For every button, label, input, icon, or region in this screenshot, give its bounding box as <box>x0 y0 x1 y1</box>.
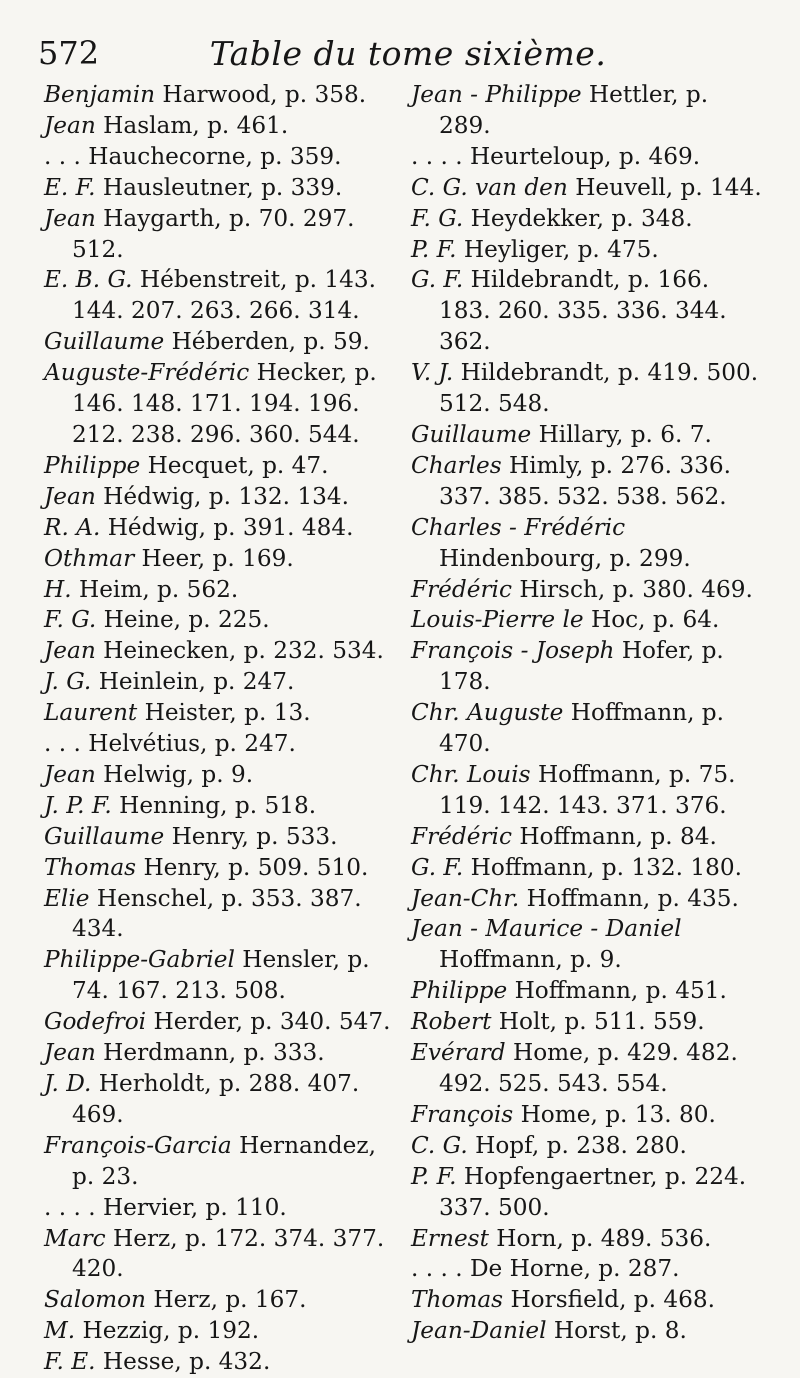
index-entry <box>411 358 763 420</box>
index-entry <box>44 142 394 173</box>
surname-and-pages: Héberden, p. 59. <box>171 328 370 356</box>
surname-and-pages: . . . Hauchecorne, p. 359. <box>44 142 342 170</box>
surname-and-pages: Horn, p. 489. 536. <box>496 1224 712 1252</box>
given-name: Benjamin <box>44 81 156 108</box>
right-index-column <box>411 80 763 1347</box>
index-entry <box>44 482 394 513</box>
surname-and-pages: Hecquet, p. 47. <box>147 451 329 479</box>
given-name: François <box>411 1100 514 1128</box>
surname-and-pages: Hoc, p. 64. <box>590 606 720 634</box>
surname-and-pages: Hensler, p. 74. 167. 213. 508. <box>72 946 370 1005</box>
given-name: Charles <box>411 451 502 479</box>
surname-and-pages: Herz, p. 172. 374. 377. 420. <box>72 1224 385 1283</box>
surname-and-pages: Hesse, p. 432. <box>102 1348 271 1376</box>
given-name: Jean-Daniel <box>411 1317 547 1345</box>
given-name: J. P. F. <box>44 791 112 819</box>
index-entry <box>44 760 394 791</box>
surname-and-pages: Hettler, p. 289. <box>439 81 709 139</box>
index-entry <box>411 760 763 822</box>
index-entry <box>44 1224 394 1286</box>
given-name: Frédéric <box>411 822 512 850</box>
given-name: F. G. <box>411 204 464 232</box>
surname-and-pages: Home, p. 429. 482. 492. 525. 543. 554. <box>439 1039 738 1097</box>
given-name: F. E. <box>44 1348 96 1376</box>
given-name: Frédéric <box>411 575 512 603</box>
given-name: G. F. <box>411 266 464 294</box>
surname-and-pages: Haygarth, p. 70. 297. 512. <box>72 204 355 263</box>
surname-and-pages: Horst, p. 8. <box>553 1317 687 1345</box>
given-name: Othmar <box>44 544 135 572</box>
given-name: P. F. <box>411 235 457 263</box>
index-entry <box>411 853 763 884</box>
index-entry <box>44 1347 394 1378</box>
index-entry <box>411 605 763 636</box>
given-name: Jean - Maurice - Daniel <box>411 915 682 943</box>
index-entry <box>411 1224 763 1255</box>
given-name: Guillaume <box>411 420 532 448</box>
index-entry <box>411 235 763 266</box>
given-name: Thomas <box>44 853 137 881</box>
index-entry <box>44 451 394 482</box>
given-name: H. <box>44 575 72 603</box>
given-name: P. F. <box>411 1162 457 1190</box>
surname-and-pages: . . . . De Horne, p. 287. <box>411 1255 680 1283</box>
surname-and-pages: Hoffmann, p. 451. <box>514 977 727 1005</box>
index-entry <box>44 80 394 111</box>
surname-and-pages: Henning, p. 518. <box>119 791 317 819</box>
index-entry <box>411 1100 763 1131</box>
given-name: Jean <box>44 637 96 665</box>
given-name: Evérard <box>411 1039 506 1067</box>
index-entry <box>411 884 763 915</box>
given-name: Jean <box>44 111 96 139</box>
surname-and-pages: Hernandez, p. 23. <box>72 1131 376 1190</box>
given-name: Philippe-Gabriel <box>44 946 235 974</box>
surname-and-pages: Heyliger, p. 475. <box>463 235 659 263</box>
given-name: Laurent <box>44 699 138 727</box>
surname-and-pages: Hopf, p. 238. 280. <box>475 1131 687 1159</box>
running-title: Table du tome sixième. <box>209 34 607 73</box>
index-entry <box>411 822 763 853</box>
index-entry <box>411 265 763 358</box>
given-name: E. B. G. <box>44 266 133 294</box>
surname-and-pages: Hoffmann, p. 9. <box>439 946 622 974</box>
surname-and-pages: Hédwig, p. 132. 134. <box>103 482 350 510</box>
surname-and-pages: . . . . Heurteloup, p. 469. <box>411 142 701 170</box>
given-name: Jean <box>44 204 96 232</box>
given-name: R. A. <box>44 513 101 541</box>
index-entry <box>411 80 763 142</box>
given-name: Guillaume <box>44 822 165 850</box>
given-name: Jean <box>44 1039 96 1067</box>
index-entry <box>411 575 763 606</box>
index-entry <box>411 173 763 204</box>
surname-and-pages: Hindenbourg, p. 299. <box>439 544 691 572</box>
given-name: J. G. <box>44 668 92 696</box>
given-name: Jean - Philippe <box>411 81 582 108</box>
index-entry <box>44 1316 394 1347</box>
index-entry <box>44 945 394 1007</box>
surname-and-pages: Hoffmann, p. 132. 180. <box>470 853 742 881</box>
surname-and-pages: Haslam, p. 461. <box>103 111 289 139</box>
given-name: Thomas <box>411 1286 504 1314</box>
given-name: Robert <box>411 1008 492 1036</box>
index-entry <box>44 853 394 884</box>
given-name: Marc <box>44 1224 106 1252</box>
surname-and-pages: Heister, p. 13. <box>144 699 311 727</box>
given-name: Salomon <box>44 1286 146 1314</box>
index-entry <box>44 636 394 667</box>
index-entry <box>411 1131 763 1162</box>
surname-and-pages: Heer, p. 169. <box>141 544 294 572</box>
given-name: M. <box>44 1317 76 1345</box>
index-entry <box>411 204 763 235</box>
index-entry <box>411 451 763 513</box>
surname-and-pages: . . . . Hervier, p. 110. <box>44 1193 287 1221</box>
given-name: F. G. <box>44 606 97 634</box>
index-entry <box>44 822 394 853</box>
given-name: Guillaume <box>44 328 165 356</box>
index-entry <box>411 1316 763 1347</box>
left-index-column <box>44 80 394 1378</box>
index-entry <box>411 976 763 1007</box>
given-name: Godefroi <box>44 1008 147 1036</box>
index-entry <box>411 1162 763 1224</box>
given-name: Chr. Auguste <box>411 699 564 727</box>
index-entry <box>44 513 394 544</box>
index-entry <box>44 265 394 327</box>
surname-and-pages: Hébenstreit, p. 143. 144. 207. 263. 266. 314. <box>72 266 377 325</box>
surname-and-pages: Henschel, p. 353. 387. 434. <box>72 884 362 943</box>
surname-and-pages: Heinlein, p. 247. <box>98 668 295 696</box>
surname-and-pages: Holt, p. 511. 559. <box>498 1008 705 1036</box>
given-name: Jean <box>44 482 96 510</box>
index-entry <box>44 1131 394 1193</box>
surname-and-pages: Herder, p. 340. 547. <box>153 1008 391 1036</box>
index-entry <box>411 698 763 760</box>
given-name: Charles - Frédéric <box>411 513 626 541</box>
surname-and-pages: Helwig, p. 9. <box>103 760 254 788</box>
page-number: 572 <box>38 34 100 72</box>
surname-and-pages: Hillary, p. 6. 7. <box>538 420 712 448</box>
surname-and-pages: Hopfengaertner, p. 224. 337. 500. <box>439 1162 747 1221</box>
given-name: Louis-Pierre le <box>411 606 584 634</box>
index-entry <box>44 1069 394 1131</box>
given-name: Jean-Chr. <box>411 884 520 912</box>
surname-and-pages: Hecker, p. 146. 148. 171. 194. 196. 212. 238. 296. 360. 544. <box>72 359 377 448</box>
index-entry <box>44 605 394 636</box>
index-entry <box>411 142 763 173</box>
surname-and-pages: Hirsch, p. 380. 469. <box>519 575 753 603</box>
index-entry <box>411 513 763 575</box>
surname-and-pages: Hoffmann, p. 75. 119. 142. 143. 371. 376. <box>439 760 736 819</box>
surname-and-pages: Heydekker, p. 348. <box>470 204 693 232</box>
given-name: Philippe <box>44 451 141 479</box>
given-name: Auguste-Frédéric <box>44 359 250 387</box>
surname-and-pages: Hédwig, p. 391. 484. <box>107 513 354 541</box>
surname-and-pages: Hoffmann, p. 84. <box>519 822 717 850</box>
index-entry <box>44 204 394 266</box>
given-name: J. D. <box>44 1070 92 1097</box>
given-name: François - Joseph <box>411 637 615 665</box>
index-entry <box>411 420 763 451</box>
surname-and-pages: Henry, p. 509. 510. <box>143 853 369 881</box>
surname-and-pages: Hoffmann, p. 470. <box>439 699 725 758</box>
surname-and-pages: Henry, p. 533. <box>171 822 338 850</box>
index-entry <box>44 698 394 729</box>
index-entry <box>44 667 394 698</box>
index-entry <box>44 575 394 606</box>
index-entry <box>44 327 394 358</box>
given-name: Philippe <box>411 977 508 1005</box>
surname-and-pages: Hezzig, p. 192. <box>82 1317 260 1345</box>
surname-and-pages: Harwood, p. 358. <box>162 81 367 108</box>
surname-and-pages: . . . Helvétius, p. 247. <box>44 730 296 758</box>
given-name: E. F. <box>44 173 96 201</box>
given-name: G. F. <box>411 853 464 881</box>
given-name: Jean <box>44 760 96 788</box>
given-name: François-Garcia <box>44 1131 232 1159</box>
surname-and-pages: Heuvell, p. 144. <box>575 173 762 201</box>
index-entry <box>44 884 394 946</box>
surname-and-pages: Himly, p. 276. 336. 337. 385. 532. 538. 562. <box>439 451 732 510</box>
index-entry <box>44 791 394 822</box>
surname-and-pages: Heine, p. 225. <box>103 606 270 634</box>
index-entry <box>44 111 394 142</box>
index-entry <box>44 1007 394 1038</box>
surname-and-pages: Hildebrandt, p. 419. 500. 512. 548. <box>439 359 759 418</box>
index-entry <box>44 1193 394 1224</box>
given-name: Elie <box>44 884 90 912</box>
index-entry <box>411 1007 763 1038</box>
surname-and-pages: Heim, p. 562. <box>78 575 239 603</box>
index-entry <box>44 729 394 760</box>
surname-and-pages: Hausleutner, p. 339. <box>102 173 343 201</box>
given-name: Ernest <box>411 1224 489 1252</box>
surname-and-pages: Home, p. 13. 80. <box>520 1100 716 1128</box>
surname-and-pages: Herdmann, p. 333. <box>103 1039 325 1067</box>
index-entry <box>411 1038 763 1100</box>
index-entry <box>411 914 763 976</box>
index-entry <box>44 173 394 204</box>
given-name: C. G. van den <box>411 173 568 201</box>
surname-and-pages: Heinecken, p. 232. 534. <box>103 637 384 665</box>
surname-and-pages: Herholdt, p. 288. 407. 469. <box>72 1070 360 1128</box>
index-entry <box>44 1038 394 1069</box>
index-entry <box>44 358 394 451</box>
index-entry <box>411 636 763 698</box>
index-entry <box>411 1254 763 1285</box>
surname-and-pages: Hoffmann, p. 435. <box>526 884 739 912</box>
surname-and-pages: Hofer, p. 178. <box>439 637 724 696</box>
page-header <box>38 30 778 78</box>
index-entry <box>44 544 394 575</box>
given-name: Chr. Louis <box>411 760 531 788</box>
surname-and-pages: Horsfield, p. 468. <box>510 1286 716 1314</box>
given-name: V. J. <box>411 359 454 387</box>
surname-and-pages: Herz, p. 167. <box>153 1286 307 1314</box>
given-name: C. G. <box>411 1131 468 1159</box>
surname-and-pages: Hildebrandt, p. 166. 183. 260. 335. 336. 344. 362. <box>439 266 727 356</box>
